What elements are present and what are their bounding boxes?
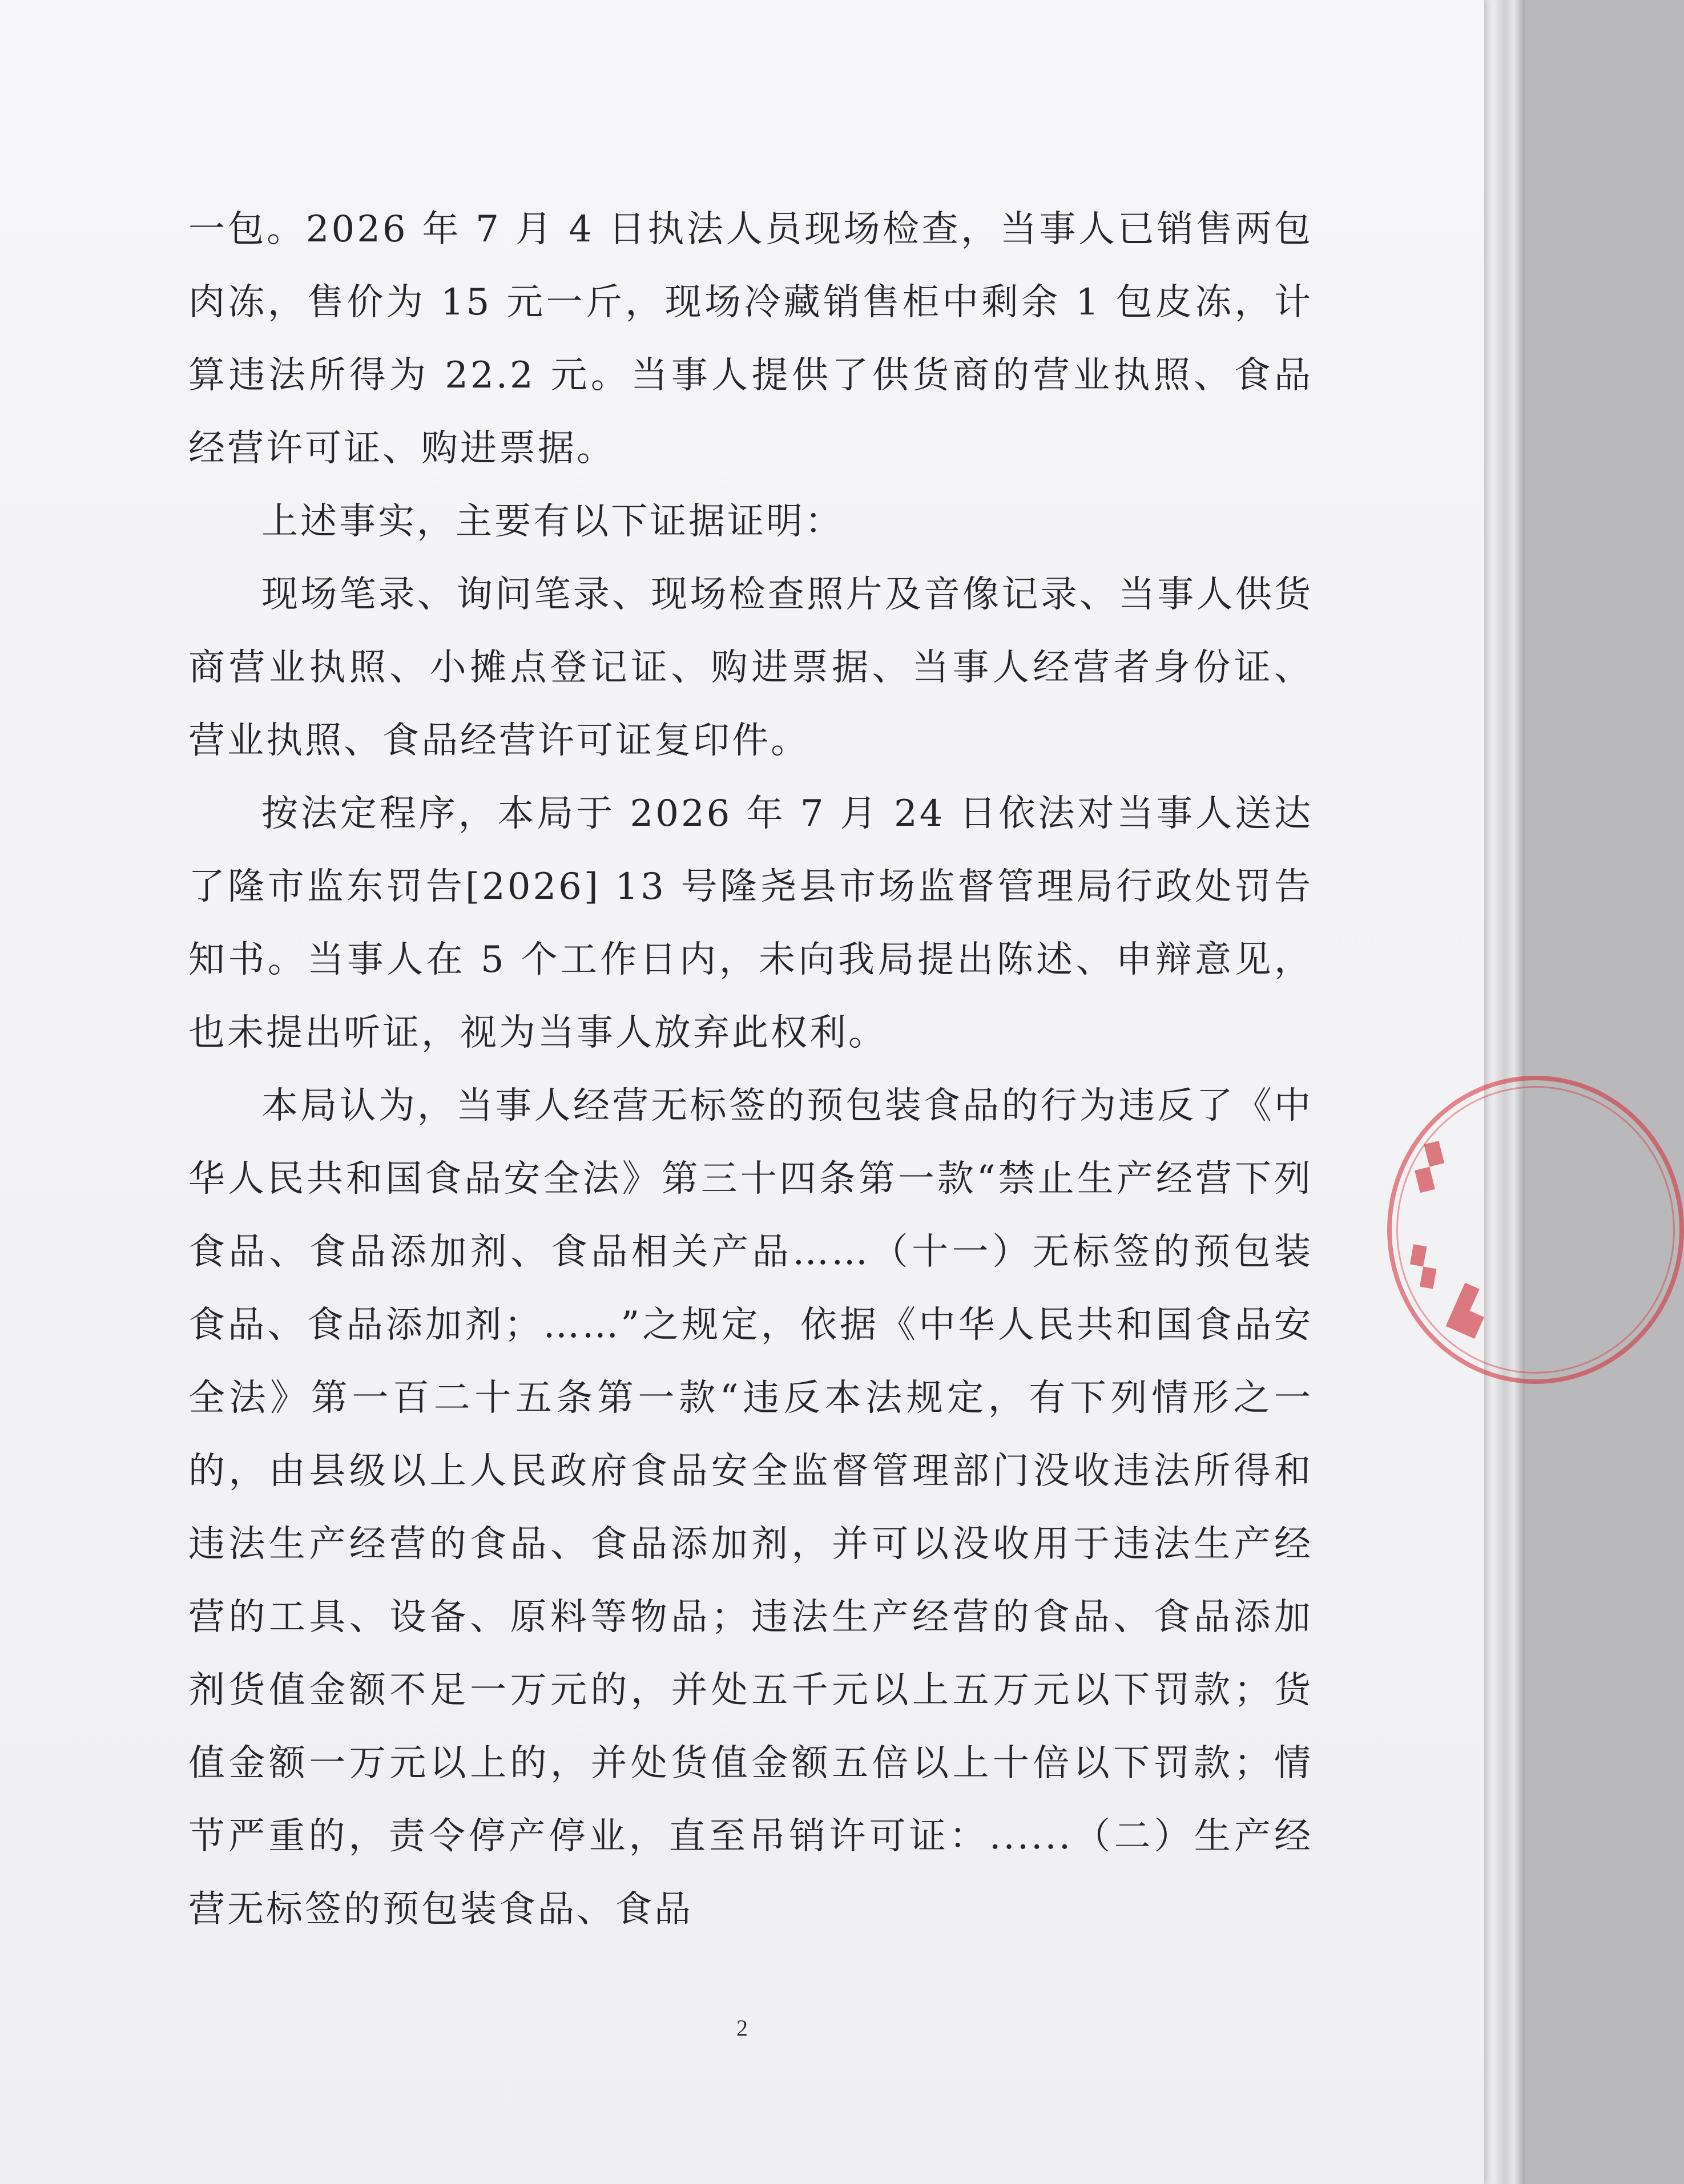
- paragraph-1: 一包。2026 年 7 月 4 日执法人员现场检查，当事人已销售两包肉冻，售价为 15 元一斤，现场冷藏销售柜中剩余 1 包皮冻，计算违法所得为 22.2 元。当事人提供了供货商的营业执照、食品经营许可证、购进票据。: [188, 208, 1313, 470]
- paragraph-2: 上述事实，主要有以下证据证明：: [261, 500, 844, 543]
- paragraph-4: 按法定程序，本局于 2026 年 7 月 24 日依法对当事人送达了隆市监东罚告[2026] 13 号隆尧县市场监督管理局行政处罚告知书。当事人在 5 个工作日内，未向我局提出陈述、申辩意见，也未提出听证，视为当事人放弃此权利。: [188, 793, 1313, 1054]
- paragraph-3: 现场笔录、询问笔录、现场检查照片及音像记录、当事人供货商营业执照、小摊点登记证、购进票据、当事人经营者身份证、营业执照、食品经营许可证复印件。: [188, 574, 1313, 762]
- seal-glyph-mark: ▚: [1407, 1245, 1440, 1289]
- seal-glyph-mark: ▙: [1446, 1282, 1494, 1339]
- paragraph-5: 本局认为，当事人经营无标签的预包装食品的行为违反了《中华人民共和国食品安全法》第三十四条第一款“禁止生产经营下列食品、食品添加剂、食品相关产品……（十一）无标签的预包装食品、食品添加剂；……”之规定，依据《中华人民共和国食品安全法》第一百二十五条第一款“违反本法规定，有下列情形之一的，由县级以上人民政府食品安全监督管理部门没收违法所得和违法生产经营的食品、食品添加剂，并可以没收用于违法生产经营的工具、设备、原料等物品；违法生产经营的食品、食品添加剂货值金额不足一万元的，并处五千元以上五万元以下罚款；货值金额一万元以上的，并处货值金额五倍以上十倍以下罚款；情节严重的，责令停产停业，直至吊销许可证：......（二）生产经营无标签的预包装食品、食品: [188, 1085, 1313, 1931]
- seal-glyph-mark: ▞: [1409, 1141, 1450, 1193]
- official-seal-stamp: [1370, 1076, 1494, 1395]
- seal-inner-ring: [1396, 1086, 1675, 1374]
- page-number: 2: [736, 2015, 748, 2041]
- document-body: [188, 193, 1313, 1946]
